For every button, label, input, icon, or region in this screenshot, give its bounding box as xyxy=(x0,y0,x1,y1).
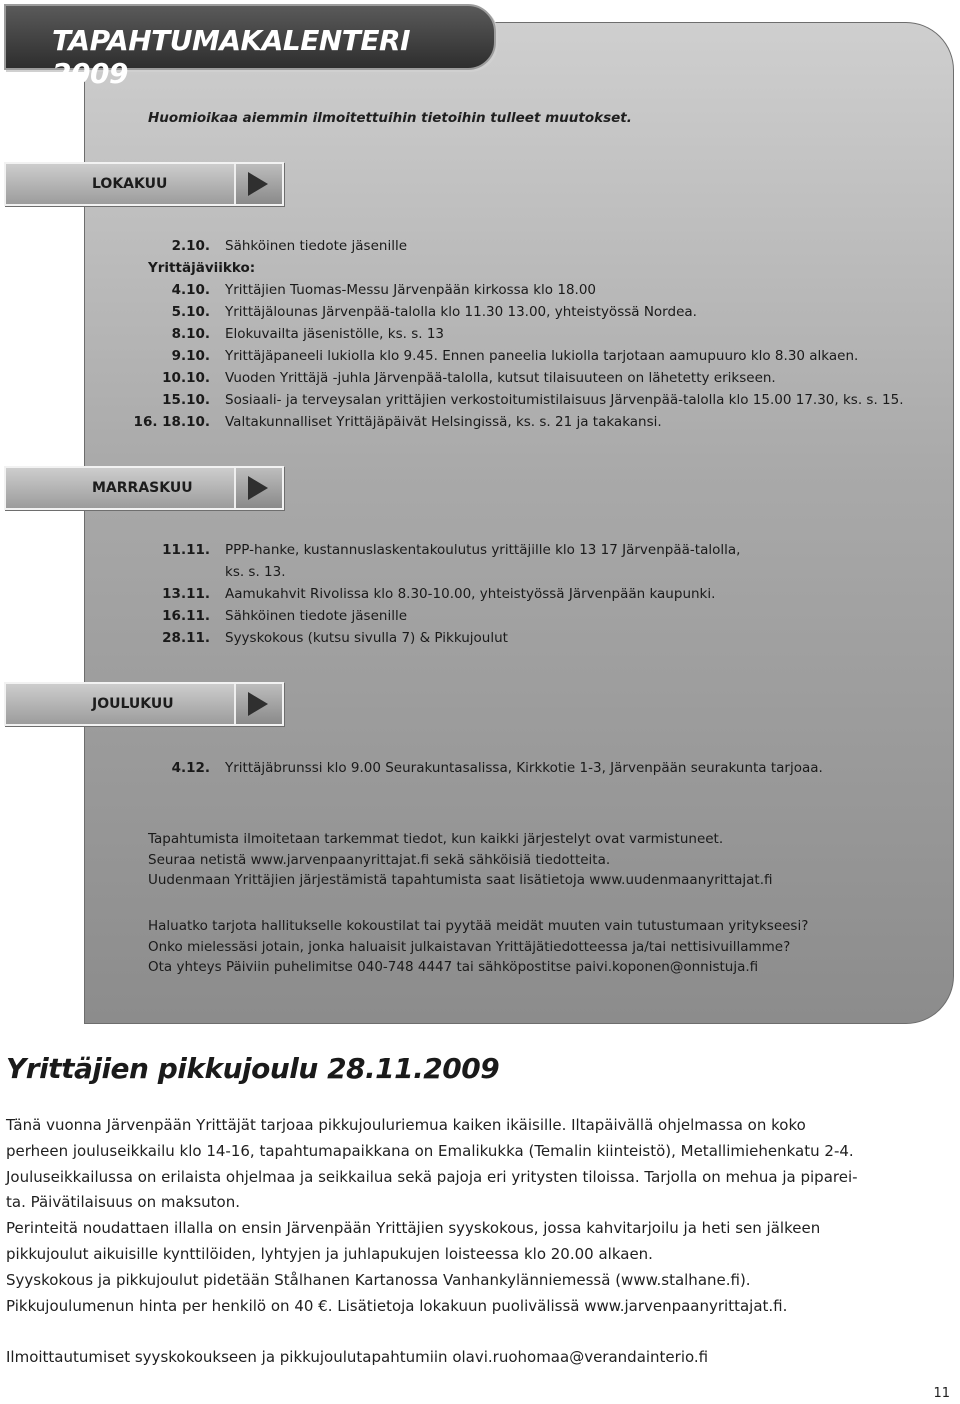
month-header-december[interactable] xyxy=(4,682,284,726)
event-date: 2.10. xyxy=(171,238,210,254)
article-title: Yrittäjien pikkujoulu 28.11.2009 xyxy=(6,1052,500,1085)
title-banner xyxy=(4,4,496,90)
event-text: Yrittäjäpaneeli lukiolla klo 9.45. Ennen paneelia lukiolla tarjotaan aamupuuro klo 8.30 alkaen. xyxy=(225,348,859,364)
event-text: Yrittäjäbrunssi klo 9.00 Seurakuntasalissa, Kirkkotie 1-3, Järvenpään seurakunta tarjoaa. xyxy=(225,760,823,776)
article-line: ta. Päivätilaisuus on maksuton. xyxy=(6,1193,240,1212)
month-arrow-button[interactable] xyxy=(234,468,282,508)
event-date: 28.11. xyxy=(162,630,210,646)
event-date: 10.10. xyxy=(162,370,210,386)
info-line: Seuraa netistä www.jarvenpaanyrittajat.fi sekä sähköisiä tiedotteita. xyxy=(148,851,611,868)
info-line: Onko mielessäsi jotain, jonka haluaisit julkaistavan Yrittäjätiedotteessa ja/tai nettisivuillamme? xyxy=(148,938,791,955)
event-text: PPP-hanke, kustannuslaskentakoulutus yrittäjille klo 13 17 Järvenpää-talolla, xyxy=(225,542,741,558)
event-text: Valtakunnalliset Yrittäjäpäivät Helsingissä, ks. s. 21 ja takakansi. xyxy=(225,414,662,430)
play-arrow-icon xyxy=(248,692,268,716)
article-body xyxy=(6,1113,946,1319)
event-text: Elokuvailta jäsenistölle, ks. s. 13 xyxy=(225,326,444,342)
event-text: Yrittäjien Tuomas-Messu Järvenpään kirkossa klo 18.00 xyxy=(225,282,596,298)
info-block-announcements xyxy=(148,829,773,891)
event-date: 9.10. xyxy=(171,348,210,364)
event-text: Syyskokous (kutsu sivulla 7) & Pikkujoulut xyxy=(225,630,508,646)
info-line: Haluatko tarjota hallitukselle kokoustilat tai pyytää meidät muuten vain tutustumaan yritykseesi? xyxy=(148,918,809,934)
event-date: 4.10. xyxy=(171,282,210,298)
article-line: Jouluseikkailussa on erilaista ohjelmaa ja seikkailua sekä pajoja eri yritysten tiloissa. Tarjolla on mehua ja piparei- xyxy=(6,1167,858,1186)
changes-notice: Huomioikaa aiemmin ilmoitettuihin tietoihin tulleet muutokset. xyxy=(148,110,632,126)
month-arrow-button[interactable] xyxy=(234,164,282,204)
event-group-label: Yrittäjäviikko: xyxy=(148,260,256,276)
event-date: 15.10. xyxy=(162,392,210,408)
event-date: 5.10. xyxy=(171,304,210,320)
month-header-october[interactable] xyxy=(4,162,284,206)
event-text: ks. s. 13. xyxy=(225,564,286,580)
event-text: Yrittäjälounas Järvenpää-talolla klo 11.30 13.00, yhteistyössä Nordea. xyxy=(225,304,697,320)
month-label: MARRASKUU xyxy=(92,480,193,496)
event-date: 13.11. xyxy=(162,586,210,602)
article-line: Pikkujoulumenun hinta per henkilö on 40 €. Lisätietoja lokakuun puolivälissä www.jarvenpaanyrittajat.fi. xyxy=(6,1296,788,1315)
event-text: Sähköinen tiedote jäsenille xyxy=(225,238,407,254)
event-date: 4.12. xyxy=(171,760,210,776)
month-label: JOULUKUU xyxy=(92,696,174,712)
event-text: Vuoden Yrittäjä -juhla Järvenpää-talolla, kutsut tilaisuuteen on lähetetty erikseen. xyxy=(225,370,776,386)
info-block-contact xyxy=(148,916,808,978)
info-line: Uudenmaan Yrittäjien järjestämistä tapahtumista saat lisätietoja www.uudenmaanyrittajat.fi xyxy=(148,872,773,888)
article-line: perheen jouluseikkailu klo 14-16, tapahtumapaikkana on Emalikukka (Temalin kiinteistö), Metallimiehenkatu 2-4. xyxy=(6,1141,854,1160)
play-arrow-icon xyxy=(248,476,268,500)
article-line: Perinteitä noudattaen illalla on ensin Järvenpään Yrittäjien syyskokous, jossa kahvitarjoilu ja heti sen jälkeen xyxy=(6,1219,821,1238)
month-label: LOKAKUU xyxy=(92,176,168,192)
event-text: Aamukahvit Rivolissa klo 8.30-10.00, yhteistyössä Järvenpään kaupunki. xyxy=(225,586,716,602)
article-line: pikkujoulut aikuisille kynttilöiden, lyhtyjen ja juhlapukujen loisteessa klo 20.00 alkaen. xyxy=(6,1244,653,1263)
event-text: Sosiaali- ja terveysalan yrittäjien verkostoitumistilaisuus Järvenpää-talolla klo 15.00 17.30, ks. s. 15. xyxy=(225,392,904,408)
signup-line: Ilmoittautumiset syyskokoukseen ja pikkujoulutapahtumiin olavi.ruohomaa@verandainterio.fi xyxy=(6,1348,709,1366)
page-number: 11 xyxy=(933,1386,950,1401)
info-line: Tapahtumista ilmoitetaan tarkemmat tiedot, kun kaikki järjestelyt ovat varmistuneet. xyxy=(148,831,724,847)
article-line: Syyskokous ja pikkujoulut pidetään Stålhanen Kartanossa Vanhankylänniemessä (www.stalhane.fi). xyxy=(6,1270,751,1289)
article-line: Tänä vuonna Järvenpään Yrittäjät tarjoaa pikkujouluriemua kaiken ikäisille. Iltapäivällä ohjelmassa on koko xyxy=(6,1116,806,1134)
play-arrow-icon xyxy=(248,172,268,196)
event-date: 16.11. xyxy=(162,608,210,624)
month-arrow-button[interactable] xyxy=(234,684,282,724)
event-text: Sähköinen tiedote jäsenille xyxy=(225,608,407,624)
event-date: 8.10. xyxy=(171,326,210,342)
month-header-november[interactable] xyxy=(4,466,284,510)
event-date: 11.11. xyxy=(162,542,210,558)
info-line: Ota yhteys Päiviin puhelimitse 040-748 4447 tai sähköpostitse paivi.koponen@onnistuja.fi xyxy=(148,959,759,975)
event-date: 16. 18.10. xyxy=(133,414,210,430)
calendar-title: TAPAHTUMAKALENTERI 2009 xyxy=(52,24,410,90)
